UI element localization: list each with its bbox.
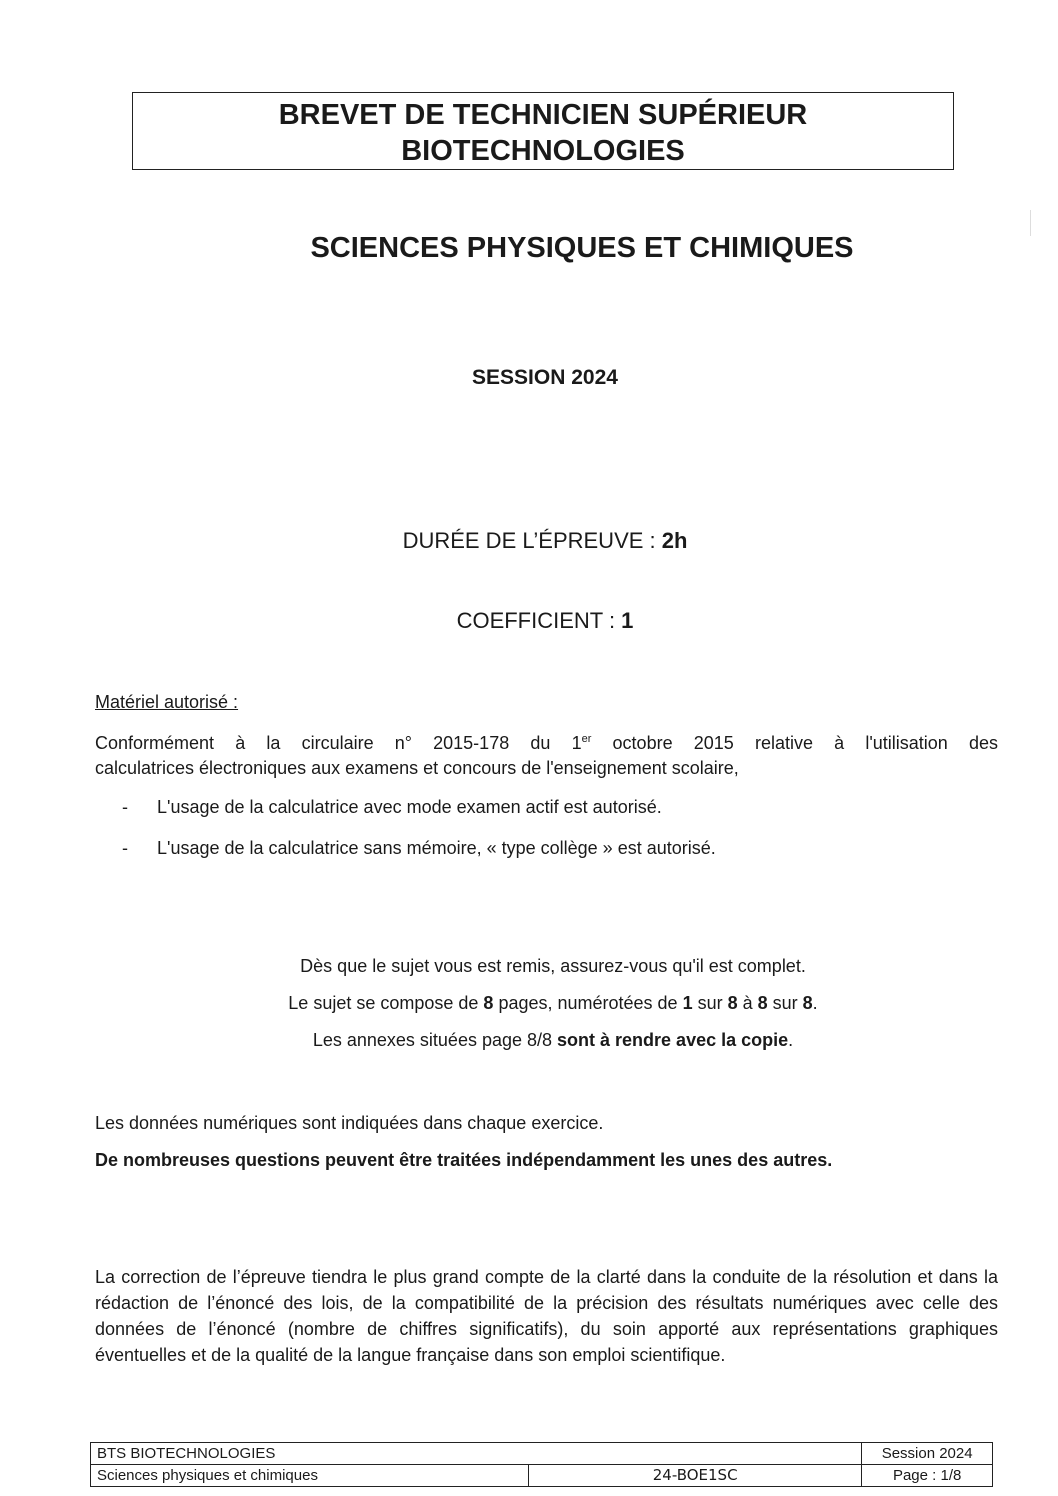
exam-title-box xyxy=(132,92,954,170)
text: 8 xyxy=(802,993,813,1013)
bullet-item xyxy=(122,838,716,859)
duration-line xyxy=(0,528,1058,554)
text: sont à rendre avec la copie xyxy=(557,1030,789,1050)
coefficient-value: 1 xyxy=(621,608,634,633)
scan-mark xyxy=(1030,210,1031,236)
instruction-line1: Dès que le sujet vous est remis, assurez-vous qu'il est complet. xyxy=(300,956,806,976)
session-label: SESSION 2024 xyxy=(472,366,618,389)
text: 1 xyxy=(682,993,693,1013)
instruction-line3 xyxy=(0,1030,1058,1051)
footer-session: Session 2024 xyxy=(862,1443,993,1465)
bullet-text: L'usage de la calculatrice sans mémoire, « type collège » est autorisé. xyxy=(157,838,716,858)
dash-icon: - xyxy=(122,797,128,817)
text: sur xyxy=(692,993,728,1013)
footer-row xyxy=(91,1443,993,1465)
coefficient-label: COEFFICIENT : xyxy=(456,608,622,633)
footer-subject: Sciences physiques et chimiques xyxy=(91,1465,529,1487)
footer-row xyxy=(91,1465,993,1487)
materiel-heading: Matériel autorisé : xyxy=(95,692,239,712)
text: 8 xyxy=(483,993,494,1013)
materiel-intro-line2: calculatrices électroniques aux examens et concours de l'enseignement scolaire, xyxy=(95,758,739,778)
materiel-intro-line1 xyxy=(95,731,998,756)
text: 8 xyxy=(757,993,768,1013)
intro-superscript: er xyxy=(581,733,592,745)
dash-icon: - xyxy=(122,838,128,858)
intro-text-b: octobre 2015 relative à l'utilisation des xyxy=(591,733,999,753)
data-note: Les données numériques sont indiquées dans chaque exercice. xyxy=(95,1113,604,1133)
text: 8 xyxy=(727,993,738,1013)
text: sur xyxy=(767,993,803,1013)
materiel-intro xyxy=(95,731,998,781)
intro-text-a: Conformément à la circulaire n° 2015-178 du 1 xyxy=(95,733,582,753)
text: Les annexes situées page 8/8 xyxy=(312,1030,558,1050)
exam-title-line2: BIOTECHNOLOGIES xyxy=(401,135,685,167)
duration-label: DURÉE DE L’ÉPREUVE : xyxy=(402,528,662,553)
footer-program: BTS BIOTECHNOLOGIES xyxy=(91,1443,862,1465)
exam-title-line1: BREVET DE TECHNICIEN SUPÉRIEUR xyxy=(278,99,808,131)
subject-title: SCIENCES PHYSIQUES ET CHIMIQUES xyxy=(310,232,854,264)
text: . xyxy=(788,1030,794,1050)
footer-code: 24-BOE1SC xyxy=(529,1465,862,1487)
text: . xyxy=(812,993,818,1013)
correction-note: La correction de l’épreuve tiendra le plus grand compte de la clarté dans la conduite de la résolution et dans la rédaction de l’énoncé des lois, de la compatibilité de la précision des résultats numériques avec celle des données de l’énoncé (nombre de chiffres significatifs), du soin apporté aux représentations graphiques éventuelles et de la qualité de la langue française dans son emploi scientifique. xyxy=(95,1267,998,1365)
duration-value: 2h xyxy=(661,528,688,553)
bullet-text: L'usage de la calculatrice avec mode examen actif est autorisé. xyxy=(157,797,662,817)
independent-note: De nombreuses questions peuvent être traitées indépendamment les unes des autres. xyxy=(95,1150,833,1170)
footer-page: Page : 1/8 xyxy=(862,1465,993,1487)
text: pages, numérotées de xyxy=(493,993,683,1013)
text: Le sujet se compose de xyxy=(288,993,484,1013)
footer-table xyxy=(90,1442,993,1487)
coefficient-line xyxy=(0,608,1058,634)
text: à xyxy=(737,993,758,1013)
bullet-item xyxy=(122,797,662,818)
instruction-line2 xyxy=(0,993,1058,1014)
